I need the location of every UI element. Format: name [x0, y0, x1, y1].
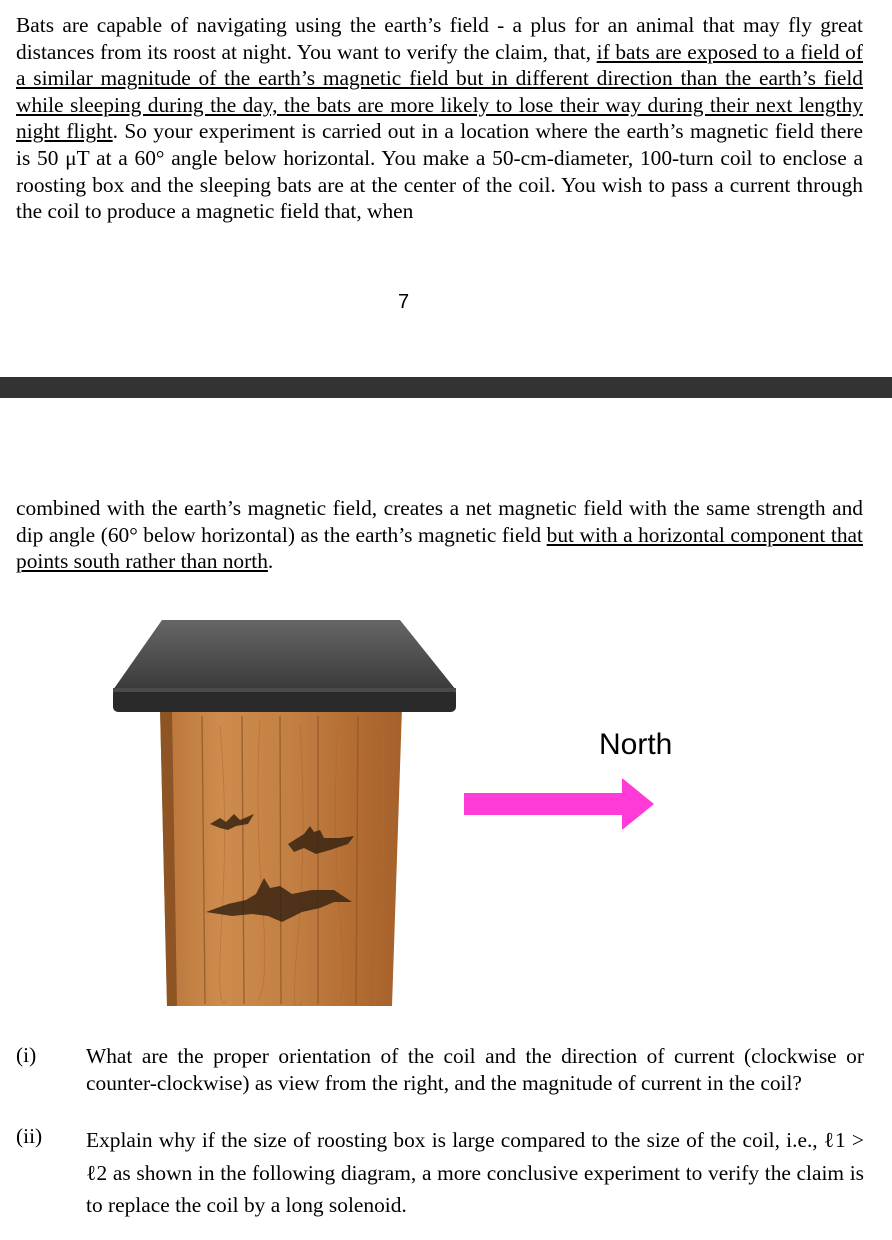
north-arrow-icon — [464, 778, 654, 830]
question-number: (ii) — [16, 1124, 43, 1148]
north-label: North — [599, 728, 673, 761]
bat-roosting-box-image — [110, 616, 460, 1006]
page-divider — [0, 377, 892, 398]
question-text: Explain why if the size of roosting box is large compared to the size of the coil, i.e., ℓ1 > ℓ2 as shown in the following diagram, a more conclusive experiment to verify the claim is to replace the coil by a long solenoid. — [86, 1128, 864, 1217]
box-roof — [113, 620, 456, 712]
page-number: 7 — [398, 291, 410, 313]
question-text: What are the proper orientation of the coil and the direction of current (clockwise or counter-clockwise) as view from the right, and the magnitude of current in the coil? — [86, 1044, 864, 1095]
intro-paragraph — [16, 12, 863, 225]
intro-text-end: . So your experiment is carried out in a location where the earth’s magnetic field there is 50 μT at a 60° angle below horizontal. You make a 50-cm-diameter, 100-turn coil to enclose a roosting box and the sleeping bats are at the center of the coil. You wish to pass a current through the coil to produce a magnetic field that, when — [16, 119, 863, 224]
continuation-paragraph — [16, 495, 863, 575]
hypothesis-underlined: if bats are exposed to a field of a similar magnitude of the earth’s magnetic field but in different direction than the earth’s field while sleeping during the day, the bats are more likely to lose their way during their next lengthy night flight — [16, 39, 864, 144]
box-body — [160, 708, 402, 1006]
question-number: (i) — [16, 1043, 37, 1067]
condition-underlined: but with a horizontal component that points south rather than north — [16, 522, 863, 574]
continuation-text-start: combined with the earth’s magnetic field, creates a net magnetic field with the same strength and dip angle (60° below horizontal) as the earth’s magnetic field — [16, 496, 863, 547]
continuation-text-end: . — [267, 549, 274, 574]
intro-text-start: Bats are capable of navigating using the earth’s field - a plus for an animal that may fly great distances from its roost at night. You want to verify the claim, that, — [16, 13, 863, 64]
